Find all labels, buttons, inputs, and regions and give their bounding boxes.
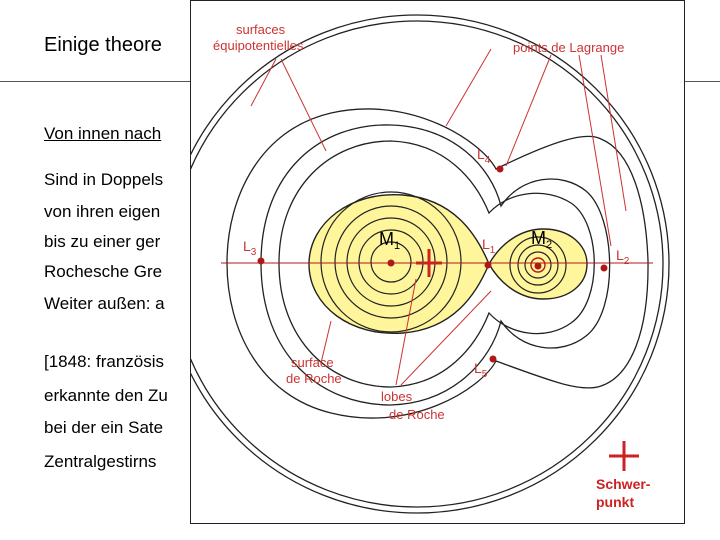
roche-diagram-svg [191,1,686,525]
l1-point [485,262,492,269]
text-line-5: Rochesche Gre [44,262,163,281]
pointer-lagrange-3 [601,55,626,211]
center-of-mass-legend [596,475,650,511]
m1-point [388,260,395,267]
label-l2: $L_2$ [616,247,630,267]
label-roche-lobes-2: de Roche [389,407,445,422]
roche-lobe-1 [309,195,489,334]
l2-point [601,265,608,272]
label-equipotential-2: équipotentielles [213,38,304,53]
label-l4: $L_4$ [477,146,491,166]
text-line-6: Weiter außen: a [44,294,165,313]
label-roche-surface-1: surface [291,355,334,370]
roche-diagram [190,0,685,524]
pointer-equi-3 [446,49,491,126]
l4-point [497,166,504,173]
text-line-1: Von innen nach [44,124,162,143]
label-m2: $M_2$ [531,228,553,251]
text-line-2: Sind in Doppels [44,170,164,189]
label-lagrange: points de Lagrange [513,40,625,55]
center-of-mass-label-1: Schwer- [596,476,651,492]
center-of-mass-label-2: punkt [596,494,635,510]
text-line-9: bei der ein Sate [44,418,164,437]
label-roche-surface-2: de Roche [286,371,342,386]
label-l3: $L_3$ [243,238,257,258]
text-line-8: erkannte den Zu [44,386,168,405]
text-line-3: von ihren eigen [44,202,161,221]
m2-point [535,263,542,270]
text-line-4: bis zu einer ger [44,232,161,251]
label-roche-lobes-1: lobes [381,389,413,404]
pointer-equi-2 [281,59,326,151]
pointer-lagrange-2 [506,55,551,166]
label-m1: $M_1$ [379,229,401,252]
text-line-7: [1848: französis [44,352,165,371]
slide-title: Einige theore [44,34,162,56]
label-equipotential-1: surfaces [236,22,286,37]
label-l5: $L_5$ [474,360,488,380]
text-line-10: Zentralgestirns [44,452,157,471]
l3-point [258,258,265,265]
label-l1: $L_1$ [482,236,496,256]
l5-point [490,356,497,363]
